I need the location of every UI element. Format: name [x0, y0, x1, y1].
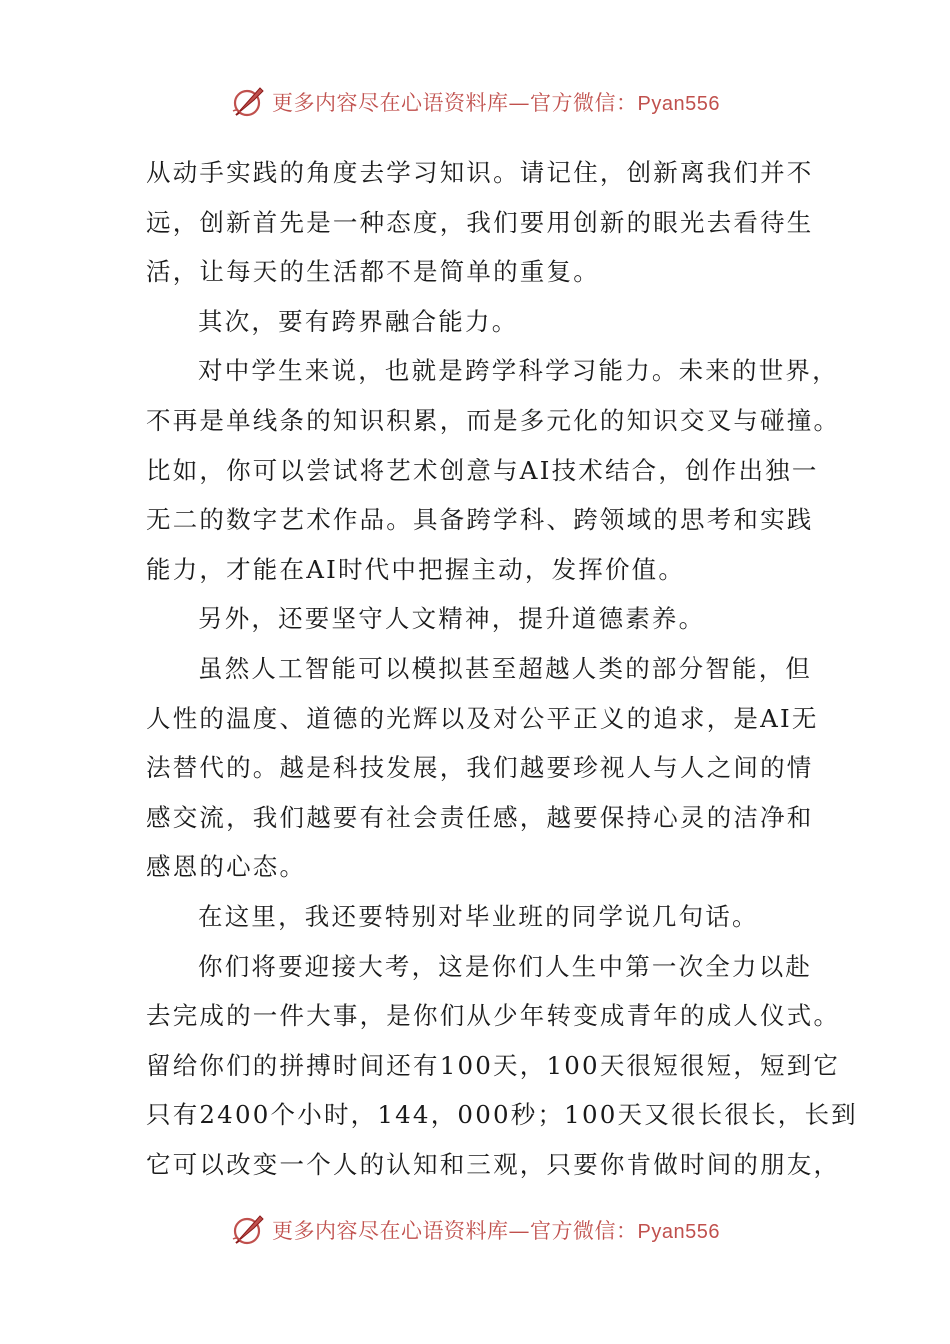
paragraph-heading: 另外，还要坚守人文精神，提升道德素养。	[198, 604, 706, 634]
footer-banner-text: 更多内容尽在心语资料库—官方微信：Pyan556	[272, 1219, 720, 1243]
text-line: 感交流，我们越要有社会责任感，越要保持心灵的洁净和	[146, 802, 814, 832]
text-line: 无二的数字艺术作品。具备跨学科、跨领域的思考和实践	[146, 505, 814, 535]
footer-wechat-id: Pyan556	[637, 1221, 720, 1243]
header-banner-text: 更多内容尽在心语资料库—官方微信：Pyan556	[272, 91, 720, 115]
text-line: 远，创新首先是一种态度，我们要用创新的眼光去看待生	[146, 207, 814, 237]
text-line: 能力，才能在AI时代中把握主动，发挥价值。	[146, 554, 686, 584]
footer-banner	[0, 1208, 950, 1252]
text-line: 活，让每天的生活都不是简单的重复。	[146, 257, 600, 287]
text-line: 虽然人工智能可以模拟甚至超越人类的部分智能，但	[198, 653, 813, 683]
text-line: 从动手实践的角度去学习知识。请记住，创新离我们并不	[146, 158, 814, 187]
text-line: 对中学生来说，也就是跨学科学习能力。未来的世界，	[198, 356, 839, 386]
text-line: 你们将要迎接大考，这是你们人生中第一次全力以赴	[198, 951, 813, 981]
text-line: 在这里，我还要特别对毕业班的同学说几句话。	[198, 901, 759, 931]
text-line: 人性的温度、道德的光辉以及对公平正义的追求，是AI无	[146, 703, 819, 733]
text-line: 感恩的心态。	[146, 852, 307, 882]
document-body	[146, 148, 858, 1189]
text-line: 去完成的一件大事，是你们从少年转变成青年的成人仪式。	[146, 1001, 841, 1031]
text-line: 留给你们的拼搏时间还有100天，100天很短很短，短到它	[146, 1050, 841, 1080]
paragraph-heading: 其次，要有跨界融合能力。	[198, 306, 519, 336]
text-line: 法替代的。越是科技发展，我们越要珍视人与人之间的情	[146, 753, 814, 783]
text-line: 不再是单线条的知识积累，而是多元化的知识交叉与碰撞。	[146, 405, 841, 435]
text-line: 只有2400个小时，144，000秒；100天又很长很长，长到	[146, 1100, 858, 1130]
header-wechat-id: Pyan556	[637, 93, 720, 115]
text-line: 它可以改变一个人的认知和三观，只要你肯做时间的朋友，	[146, 1149, 841, 1179]
quill-pen-logo-icon	[230, 84, 266, 120]
header-banner	[0, 80, 950, 124]
text-line: 比如，你可以尝试将艺术创意与AI技术结合，创作出独一	[146, 455, 819, 485]
quill-pen-logo-icon	[230, 1212, 266, 1248]
